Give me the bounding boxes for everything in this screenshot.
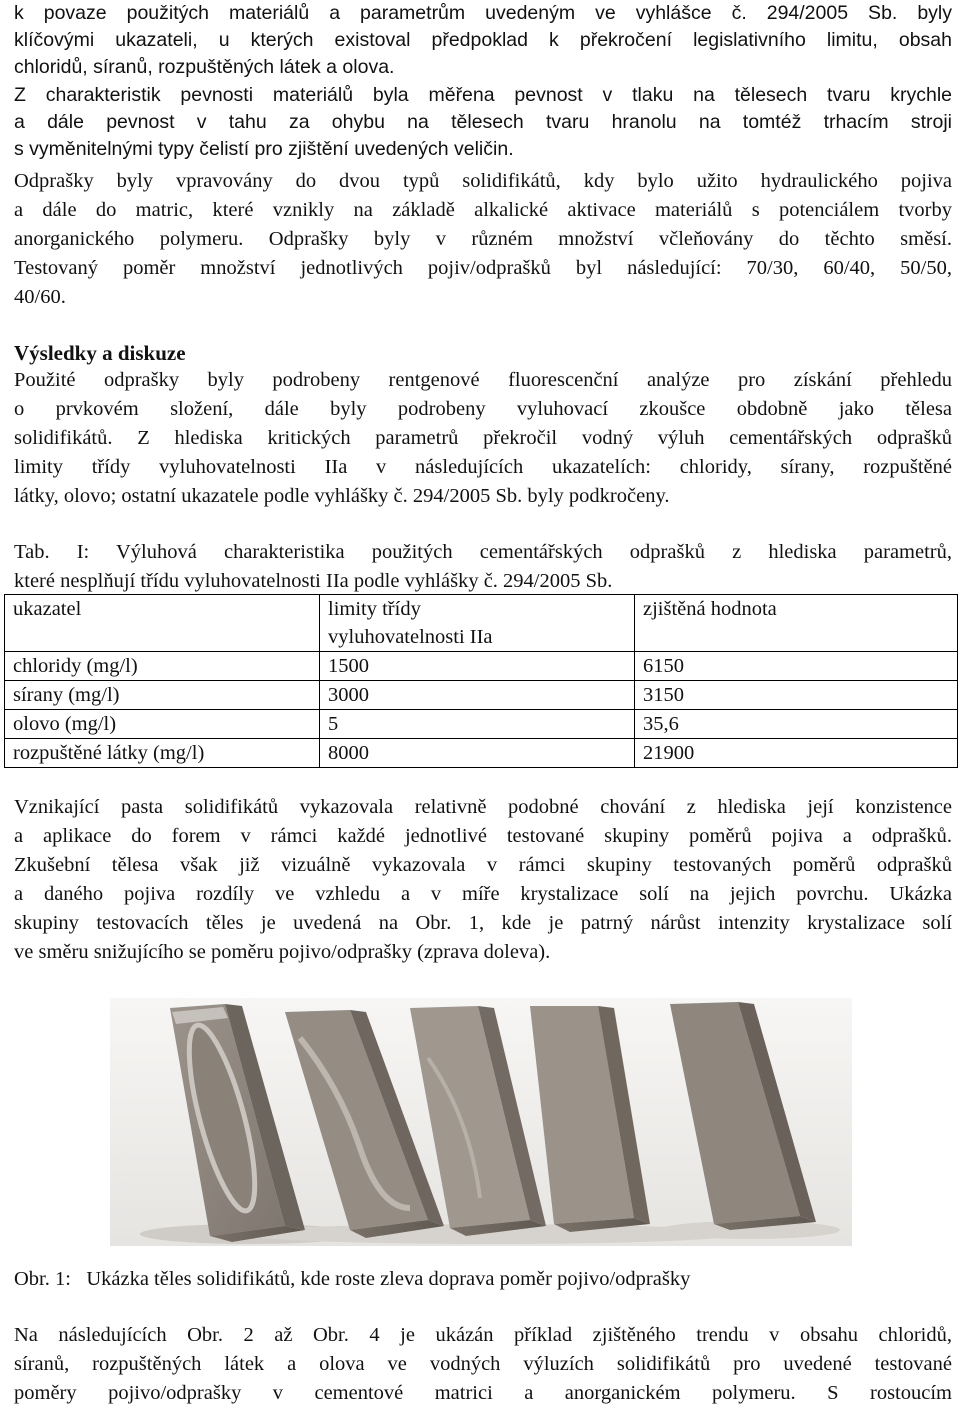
table-cell: chloridy (mg/l) (5, 652, 320, 681)
header-cell-line: limity třídy (328, 598, 421, 620)
figure-caption (14, 1265, 690, 1294)
specimen-illustration (110, 998, 852, 1246)
text-line: a dále pevnost v tahu za ohybu na tělesech tvaru hranolu na tomtéž trhacím stroji (14, 111, 952, 133)
table-row (5, 739, 958, 768)
paragraph-trend (14, 1321, 952, 1408)
paragraph-strength (14, 82, 952, 163)
text-line: Vznikající pasta solidifikátů vykazovala relativně podobné chování z hlediska její konzistence (14, 796, 952, 818)
paragraph-intro (14, 0, 952, 81)
text-line: solidifikátů. Z hlediska kritických parametrů překročil vodný výluh cementářských odprašků (14, 427, 952, 449)
paragraph-results (14, 366, 952, 511)
text-line: skupiny testovacích těles je uvedená na Obr. 1, kde je patrný nárůst intenzity krystalizace solí (14, 912, 952, 934)
table-row (5, 681, 958, 710)
text-line: Použité odprašky byly podrobeny rentgenové fluorescenční analýze pro získání přehledu (14, 369, 952, 391)
table-cell: 6150 (635, 652, 958, 681)
text-line: a dále do matric, které vznikly na základě alkalické aktivace materiálů s potenciálem tvorby (14, 199, 952, 221)
table-cell: rozpuštěné látky (mg/l) (5, 739, 320, 768)
paragraph-paste-behaviour (14, 793, 952, 967)
text-line: limity třídy vyluhovatelnosti IIa v následujících ukazatelích: chloridy, sírany, rozpuštěné (14, 456, 952, 478)
section-heading: Výsledky a diskuze (14, 341, 186, 365)
text-line: k povaze použitých materiálů a parametrům uvedeným ve vyhlášce č. 294/2005 Sb. byly (14, 2, 952, 24)
text-line: a aplikace do forem v rámci každé jednotlivé testované skupiny poměrů pojiva a odprašků. (14, 825, 952, 847)
figure-text: Ukázka těles solidifikátů, kde roste zleva doprava poměr pojivo/odprašky (86, 1268, 691, 1290)
table-header-row (5, 595, 958, 652)
paragraph-solidification (14, 167, 952, 312)
text-line: síranů, rozpuštěných látek a olova ve vodných výluzích solidifikátů pro uvedené testované (14, 1353, 952, 1375)
leaching-table (4, 594, 958, 768)
table-cell: sírany (mg/l) (5, 681, 320, 710)
text-line: které nesplňují třídu vyluhovatelnosti IIa podle vyhlášky č. 294/2005 Sb. (14, 570, 613, 592)
text-line: a daného pojiva rozdíly ve vzhledu a v míře krystalizace solí na jejich povrchu. Ukázka (14, 883, 952, 905)
header-cell: zjištěná hodnota (635, 595, 958, 652)
header-cell: ukazatel (5, 595, 320, 652)
text-line: ve směru snižujícího se poměru pojivo/odprašky (zprava doleva). (14, 941, 551, 963)
table-cell: 3000 (320, 681, 635, 710)
text-line: Tab. I: Výluhová charakteristika použitých cementářských odprašků z hlediska parametrů, (14, 541, 952, 563)
text-line: Odprašky byly vpravovány do dvou typů solidifikátů, kdy bylo užito hydraulického pojiva (14, 170, 952, 192)
specimen-photo (110, 998, 852, 1246)
text-line: anorganického polymeru. Odprašky byly v různém množství včleňovány do těchto směsí. (14, 228, 952, 250)
table-cell: olovo (mg/l) (5, 710, 320, 739)
table-cell: 5 (320, 710, 635, 739)
text-line: Testovaný poměr množství jednotlivých pojiv/odprašků byl následující: 70/30, 60/40, 50/50, (14, 257, 952, 279)
table-cell: 8000 (320, 739, 635, 768)
text-line: poměry pojivo/odprašky v cementové matrici a anorganickém polymeru. S rostoucím (14, 1382, 952, 1404)
header-cell (320, 595, 635, 652)
text-line: o prvkovém složení, dále byly podrobeny vyluhovací zkoušce obdobně jako tělesa (14, 398, 952, 420)
figure-label: Obr. 1: (14, 1268, 71, 1290)
table-cell: 3150 (635, 681, 958, 710)
text-line: klíčovými ukazateli, u kterých existoval předpoklad k překročení legislativního limitu, obsah (14, 29, 952, 51)
text-line: 40/60. (14, 286, 66, 308)
text-line: Z charakteristik pevnosti materiálů byla měřena pevnost v tlaku na tělesech tvaru krychle (14, 84, 952, 106)
table-cell: 21900 (635, 739, 958, 768)
table-cell: 1500 (320, 652, 635, 681)
text-line: Na následujících Obr. 2 až Obr. 4 je ukázán příklad zjištěného trendu v obsahu chloridů, (14, 1324, 952, 1346)
table-cell: 35,6 (635, 710, 958, 739)
text-line: látky, olovo; ostatní ukazatele podle vyhlášky č. 294/2005 Sb. byly podkročeny. (14, 485, 670, 507)
text-line: s vyměnitelnými typy čelistí pro zjištění uvedených veličin. (14, 138, 514, 160)
text-line: Zkušební tělesa však již vizuálně vykazovala v rámci skupiny testovaných poměrů odprašků (14, 854, 952, 876)
header-cell-line: vyluhovatelnosti IIa (328, 626, 493, 648)
text-line: chloridů, síranů, rozpuštěných látek a olova. (14, 56, 395, 78)
table-caption (14, 538, 952, 596)
table-row (5, 710, 958, 739)
table-row (5, 652, 958, 681)
